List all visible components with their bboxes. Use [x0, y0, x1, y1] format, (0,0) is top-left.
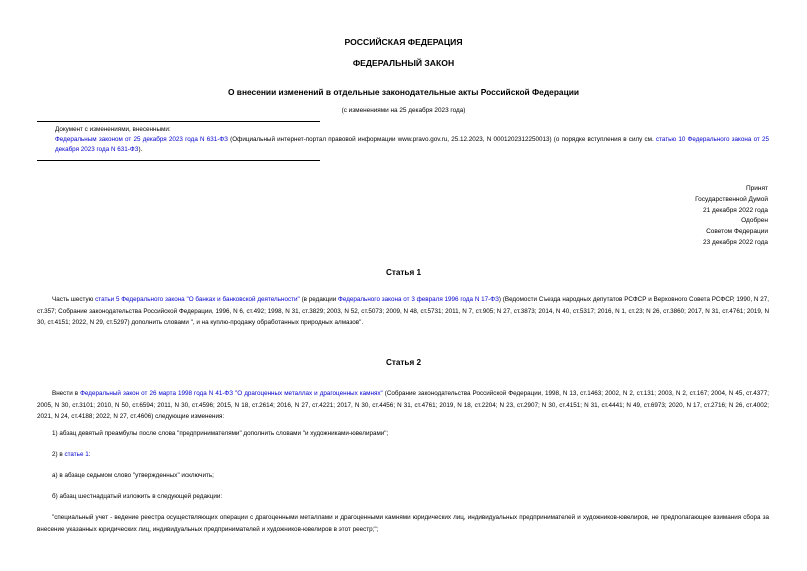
- new-wording-quote: "специальный учет - ведение реестра осуществляющих операции с драгоценными металлами и драгоценными камнями юридических лиц, индивидуальных предпринимателей и художников-ювелиров, не предполагающее взимания сбора за внесение указанных юридических лиц, индивидуальных предпринимателей и художников-ювелиров в этот реестр;";: [37, 514, 769, 533]
- revision-subtitle: (с изменениями на 25 декабря 2023 года): [341, 107, 466, 114]
- article-10-link[interactable]: статью 10: [655, 136, 686, 143]
- item-2-start: 2) в: [52, 451, 65, 458]
- amendments-text-end: ).: [138, 146, 143, 153]
- note-top-divider: [37, 121, 320, 122]
- amendments-note: [37, 125, 769, 155]
- country-heading: РОССИЙСКАЯ ФЕДЕРАЦИЯ: [344, 37, 463, 47]
- precious-metals-law-link[interactable]: Федеральный закон от 26 марта 1998 года N 41-ФЗ "О драгоценных металлах и драгоценных камнях": [80, 390, 383, 397]
- article-2-intro-start: Внести в: [52, 390, 81, 397]
- adoption-block: [695, 184, 768, 249]
- article-2-intro-end: (Собрание законодательства Российской Федерации, 1998, N 13, ст.1463; 2002, N 2, ст.131; 2003, N 2, ст.167; 2004, N 45, ст.4377; 2005, N 30, ст.3101; 2010, N 50, ст.6594; 2011, N 30, ст.4596; 2015, N 18, ст.2614; 2016, N 27, ст.4221; 2017, N 30, ст.4456; N 31, ст.4761; 2019, N 18, ст.2204; N 23, ст.2907; N 30, ст.4151; N 31, ст.4441; N 49, ст.6973; 2020, N 17, ст.2716; N 26, ст.4002; 2021, N 24, ст.4188; 2022, N 27, ст.4606) следующие изменения:: [37, 390, 769, 421]
- note-bottom-divider: [37, 160, 320, 161]
- article-1-text-end: ) (Ведомости Съезда народных депутатов РСФСР и Верховного Совета РСФСР, 1990, N 27, ст.357; Собрание законодательства Российской Федерации, 1996, N 6, ст.492; 1998, N 31, ст.3829; 2003, N 52, ст.5073; 2009, N 48, ст.5731; 2011, N 7, ст.905; N 27, ст.3873; 2014, N 40, ст.5317; 2016, N 1, ст.23; N 26, ст.3860; 2017, N 31, ст.4761; 2019, N 30, ст.4151; 2022, N 29, ст.5297) дополнить словами ", и на куплю-продажу обработанных природных алмазов".: [37, 296, 769, 327]
- amendments-text: (Официальный интернет-портал правовой информации www.pravo.gov.ru, 25.12.2023, N 0001202312250013) (о порядке вступления в силу см.: [227, 136, 656, 143]
- amendments-detail: [37, 135, 769, 155]
- item-2b: б) абзац шестнадцатый изложить в следующей редакции:: [52, 493, 223, 500]
- accepted-label: Принят: [745, 185, 768, 192]
- banking-law-link[interactable]: статьи 5 Федерального закона "О банках и банковской деятельности": [95, 296, 300, 303]
- item-1: 1) абзац девятый преамбулы после слова "предпринимателями" дополнить словами "и художниками-ювелирами";: [52, 430, 389, 437]
- accepted-by: Государственной Думой: [695, 195, 768, 203]
- item-2: [37, 449, 769, 461]
- accepted-date: 21 декабря 2022 года: [702, 206, 768, 214]
- approved-date: 23 декабря 2022 года: [702, 238, 768, 246]
- approved-by: Советом Федерации: [706, 228, 768, 236]
- law-17fz-link[interactable]: Федерального закона от 3 февраля 1996 года N 17-ФЗ: [338, 296, 499, 303]
- law-type-heading: ФЕДЕРАЛЬНЫЙ ЗАКОН: [352, 58, 455, 68]
- law-title: О внесении изменений в отдельные законодательные акты Российской Федерации: [227, 87, 580, 97]
- article-2-intro: [37, 388, 769, 423]
- item-2-end: :: [88, 451, 91, 458]
- item-2a: а) в абзаце седьмом слово "утвержденных" исключить;: [52, 472, 214, 479]
- amending-law-link[interactable]: Федеральным законом от 25 декабря 2023 года N 631-ФЗ: [55, 136, 228, 143]
- article-1-text: [37, 294, 769, 329]
- amendments-intro: Документ с изменениями, внесенными:: [55, 126, 171, 133]
- article-2-heading: Статья 2: [385, 358, 422, 367]
- article-1-heading: Статья 1: [385, 268, 422, 277]
- article-1-text-mid: (в редакции: [299, 296, 339, 303]
- article-1-text-start: Часть шестую: [52, 296, 96, 303]
- approved-label: Одобрен: [741, 217, 768, 225]
- amending-law-link-2[interactable]: Федерального закона от 25 декабря 2023 года N 631-ФЗ: [55, 136, 770, 153]
- article-1-link[interactable]: статье 1: [64, 451, 89, 458]
